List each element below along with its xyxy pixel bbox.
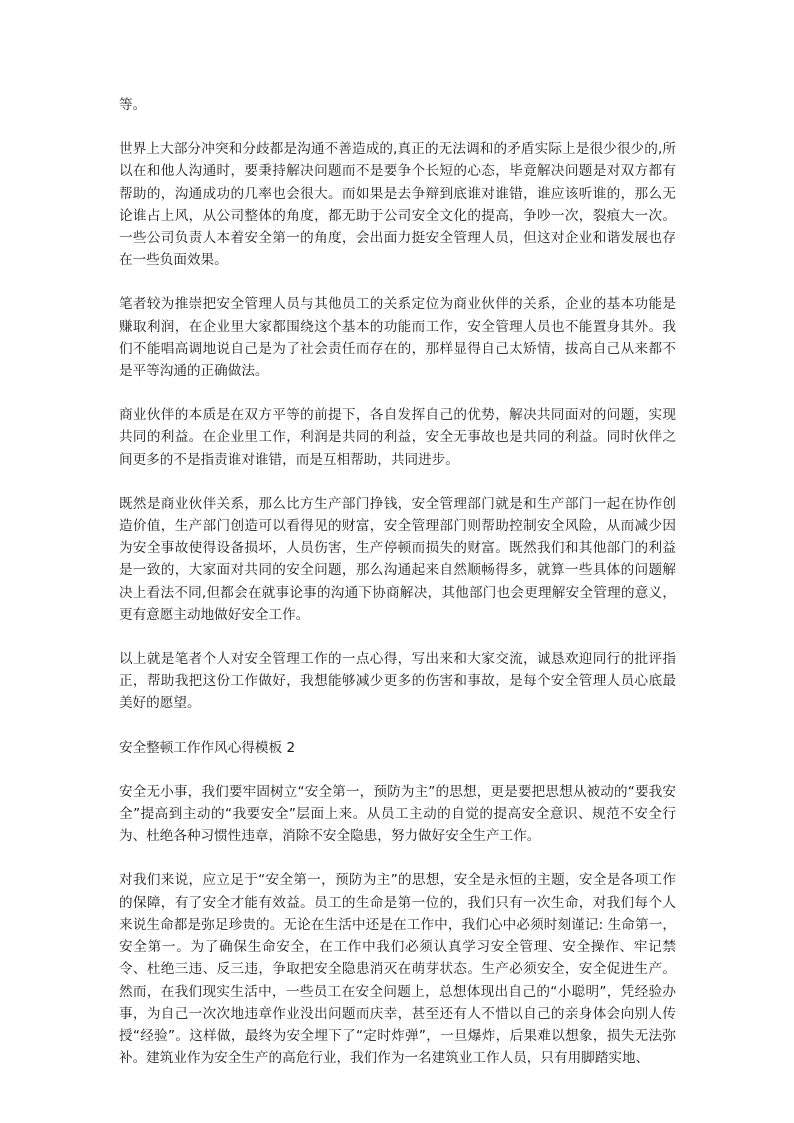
paragraph-continuation: 等。 (119, 97, 147, 113)
paragraph-conflict-communication: 世界上大部分冲突和分歧都是沟通不善造成的,真正的无法调和的矛盾实际上是很少很少的,所以在和他人沟通时，要秉持解决问题而不是要争个长短的心态，毕竟解决问题是对双方都有帮助的，沟通成功的几率也会很大。而如果是去争辩到底谁对谁错，谁应该听谁的，那么无论谁占上风，从公司整体的角度，都无助于公司安全文化的提高，争吵一次，裂痕大一次。一些公司负责人本着安全第一的角度，会出面力挺安全管理人员，但这对企业和谐发展也存在一些负面效果。 (119, 141, 676, 269)
section-heading: 安全整顿工作作风心得模板 2 (119, 739, 296, 756)
paragraph-conclusion: 以上就是笔者个人对安全管理工作的一点心得，写出来和大家交流，诚恳欢迎同行的批评指正，帮助我把这份工作做好，我想能够减少更多的伤害和事故，是每个安全管理人员心底最美好的愿望。 (119, 651, 676, 712)
paragraph-business-partner: 笔者较为推崇把安全管理人员与其他员工的关系定位为商业伙伴的关系，企业的基本功能是赚取利润，在企业里大家都围绕这个基本的功能而工作，安全管理人员也不能置身其外。我们不能唱高调地说自己是为了社会责任而存在的，那样显得自己太矫情，拔高自己从来都不是平等沟通的正确做法。 (119, 296, 676, 380)
paragraph-safety-first: 安全无小事，我们要牢固树立“安全第一，预防为主”的思想，更是要把思想从被动的“要我安全”提高到主动的“我要安全”层面上来。从员工主动的自觉的提高安全意识、规范不安全行为、杜绝各种习惯性违章，消除不安全隐患，努力做好安全生产工作。 (119, 783, 676, 845)
paragraph-life-first: 对我们来说，应立足于“安全第一，预防为主”的思想，安全是永恒的主题，安全是各项工作的保障，有了安全才能有效益。员工的生命是第一位的，我们只有一次生命，对我们每个人来说生命都是弥足珍贵的。无论在生活中还是在工作中，我们心中必须时刻谨记: 生命第一，安全第一。为了确保生命安全，在工作中我们必须认真学习安全管理、安全操作、牢记禁令、杜绝三违、反三违，争取把安全隐患消灭在萌芽状态。生产必须安全，安全促进生产。然而，在我们现实生活中，一些员工在安全问题上，总想体现出自己的“小聪明”，凭经验办事，为自己一次次地违章作业没出问题而庆幸，甚至还有人不惜以自己的亲身体会向别人传授“经验”。这样做，最终为安全埋下了“定时炸弹”，一旦爆炸，后果难以想象，损失无法弥补。建筑业作为安全生产的高危行业，我们作为一名建筑业工作人员，只有用脚踏实地、 (119, 872, 676, 1067)
paragraph-partner-essence: 商业伙伴的本质是在双方平等的前提下，各自发挥自己的优势，解决共同面对的问题，实现共同的利益。在企业里工作，利润是共同的利益，安全无事故也是共同的利益。同时伙伴之间更多的不是指责谁对谁错，而是互相帮助，共同进步。 (119, 407, 676, 468)
document-body (119, 94, 676, 1091)
paragraph-shared-interest: 既然是商业伙伴关系，那么比方生产部门挣钱，安全管理部门就是和生产部门一起在协作创造价值，生产部门创造可以看得见的财富，安全管理部门则帮助控制安全风险，从而减少因为安全事故使得设备损坏，人员伤害，生产停顿而损失的财富。既然我们和其他部门的利益是一致的，大家面对共同的安全问题，那么沟通起来自然顺畅得多，就算一些具体的问题解决上看法不同,但都会在就事论事的沟通下协商解决，其他部门也会更理解安全管理的意义，更有意愿主动地做好安全工作。 (119, 495, 676, 623)
